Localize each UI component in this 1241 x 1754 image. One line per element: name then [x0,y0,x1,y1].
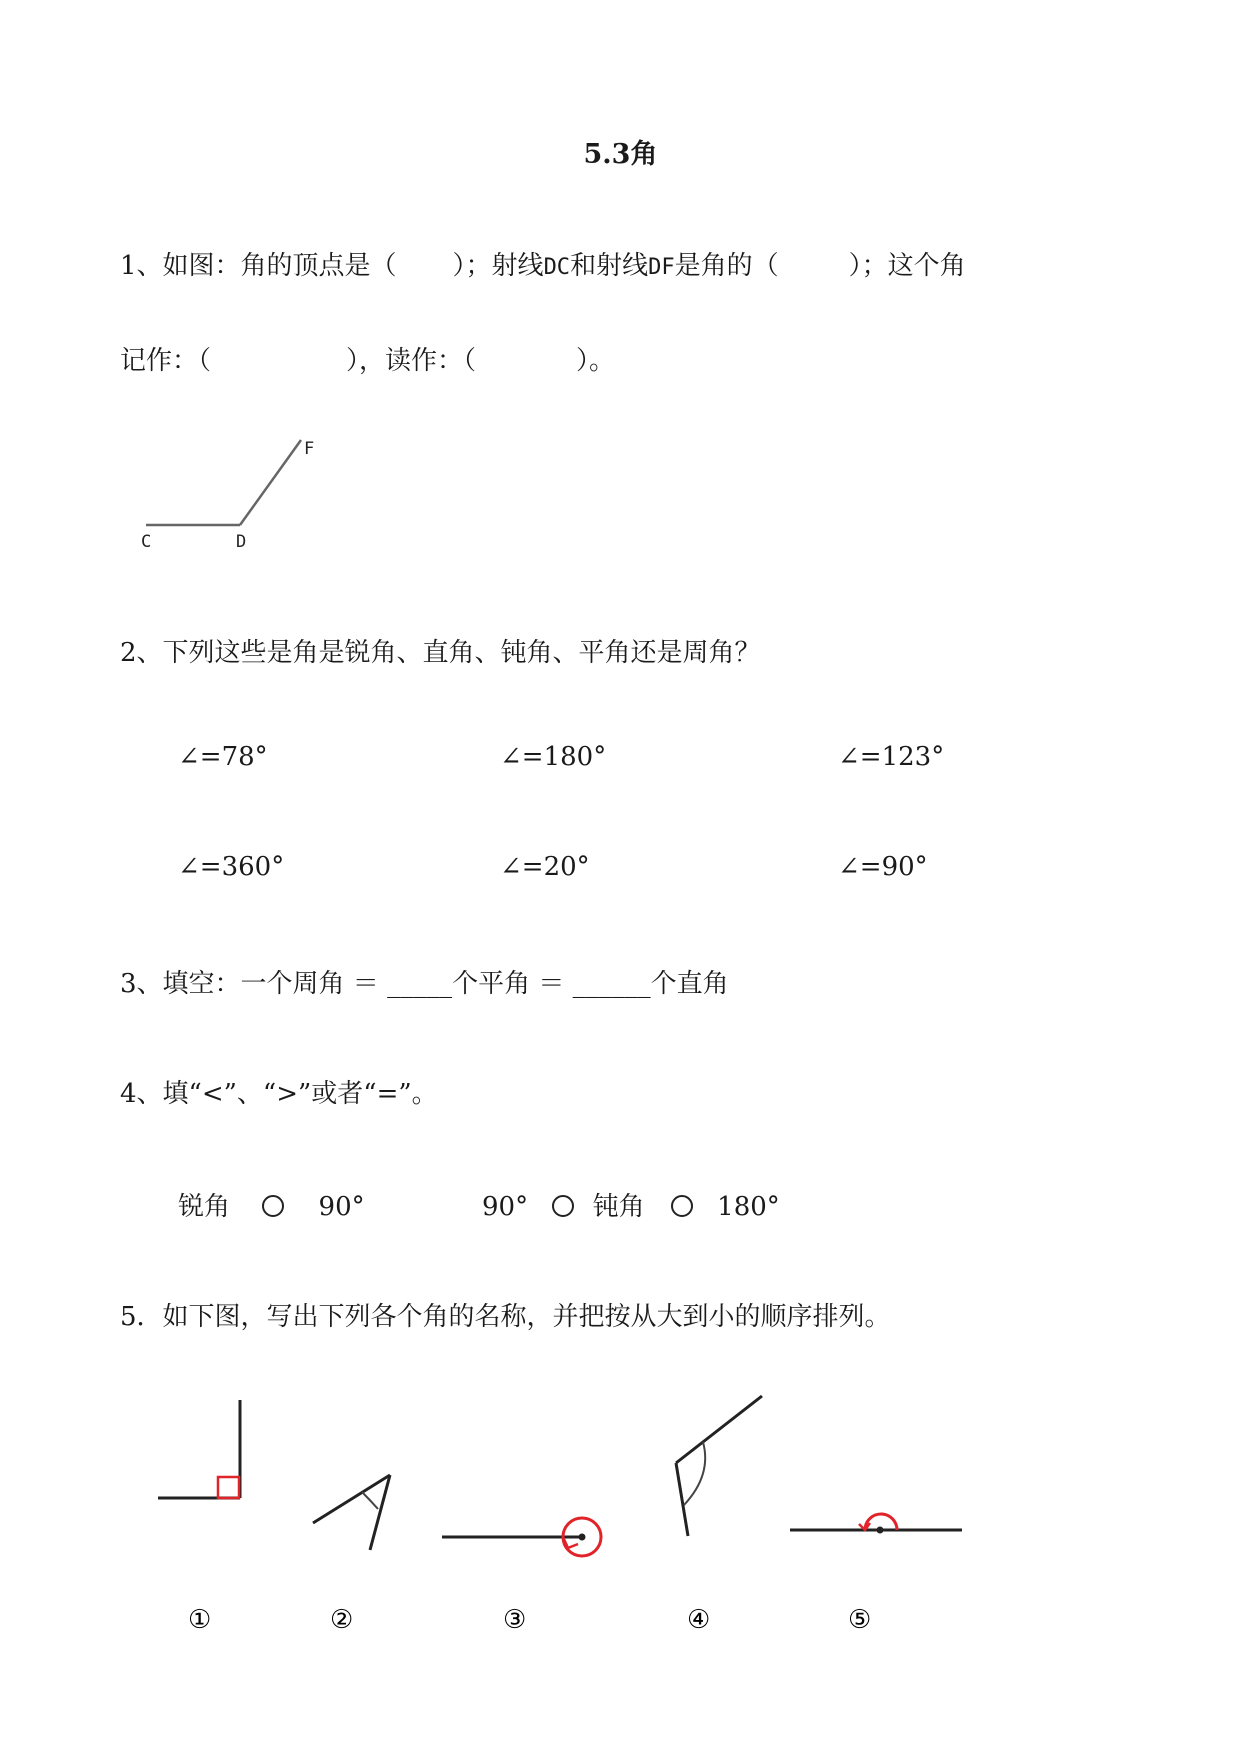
marker-1: ① [188,1605,212,1635]
q1-text-f: 记作：（ [120,346,212,376]
q1-text-c: 和射线 [570,251,649,281]
q4-obtuse: 钝角 [592,1192,645,1222]
q2-angle-4: ∠=360° [178,852,285,882]
angle-4-obtuse [676,1396,762,1536]
right-angle-mark [218,1477,239,1498]
q1-ray-dc: DC [543,255,571,280]
angle-2-acute [313,1475,390,1550]
q1-text-d: 是角的（ [674,251,779,281]
marker-3: ③ [503,1605,527,1635]
marker-4: ④ [687,1605,711,1635]
q1-text-e: ）；这个角 [848,251,966,281]
acute-arc [362,1492,378,1509]
q4-90-b: 90° [482,1192,529,1222]
angle-1-right [158,1400,240,1498]
q1-text-b: ）；射线 [452,251,544,281]
q4-180: 180° [717,1192,780,1222]
angle-3-full [442,1518,601,1556]
q1-text-h: ）。 [576,346,616,376]
angle-5-straight [790,1514,962,1534]
q2-angle-6: ∠=90° [838,852,928,882]
q4-90-a: 90° [318,1192,365,1222]
q3-blank-1[interactable]: _____ [387,969,453,999]
label-f: F [304,439,315,459]
q3-prefix: 3、填空：一个周角 ＝ [120,969,388,999]
question-2-text: 2、下列这些是角是锐角、直角、钝角、平角还是周角？ [120,638,761,668]
q3-mid: 个平角 ＝ [452,969,573,999]
q1-text-a: 1、如图：角的顶点是（ [120,251,397,281]
q2-angle-5: ∠=20° [500,852,590,882]
page-title: 5.3角 [583,139,658,170]
q2-angle-3: ∠=123° [838,742,945,772]
marker-2: ② [330,1605,354,1635]
question-4-text: 4、填“<”、“>”或者“=”。 [120,1079,438,1109]
question-5-text: 5．如下图，写出下列各个角的名称，并把按从大到小的顺序排列。 [120,1302,891,1332]
q3-blank-2[interactable]: ______ [572,969,651,999]
obtuse-arc [684,1442,705,1505]
q4-acute: 锐角 [178,1192,231,1222]
label-c: C [141,532,152,552]
label-d: D [236,532,247,552]
marker-5: ⑤ [848,1605,872,1635]
q2-angle-1: ∠=78° [178,742,268,772]
q1-ray-df: DF [648,255,675,280]
q1-text-g: ），读作：（ [346,346,477,376]
q2-angle-2: ∠=180° [500,742,607,772]
q3-suffix: 个直角 [650,969,729,999]
